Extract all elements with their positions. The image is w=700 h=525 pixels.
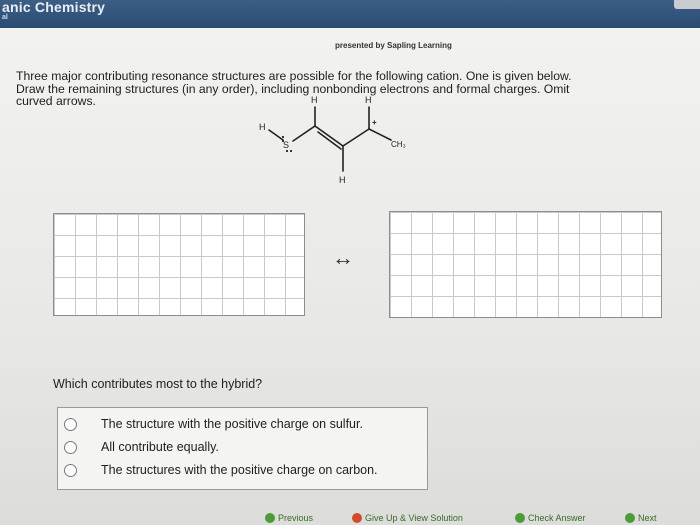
previous-button[interactable]: Previous: [265, 513, 313, 523]
give-up-icon: [352, 513, 362, 523]
radio-button[interactable]: [64, 464, 77, 477]
app-subtitle: al: [2, 14, 8, 21]
instruction-line-1: Three major contributing resonance structures are possible for the following cation. One is given below.: [16, 69, 572, 83]
atom-h-top-right: H: [365, 95, 372, 105]
presented-by: presented by Sapling Learning: [335, 41, 452, 50]
instruction-line-3: curved arrows.: [16, 94, 96, 108]
footer-toolbar: [260, 512, 700, 525]
radio-button[interactable]: [64, 418, 77, 431]
answer-options: [57, 407, 428, 490]
drawing-canvas-1[interactable]: [53, 213, 305, 316]
drawing-canvas-2[interactable]: [389, 211, 662, 318]
option-sulfur[interactable]: [64, 417, 424, 435]
option-label: The structures with the positive charge on carbon.: [101, 463, 378, 477]
option-label: The structure with the positive charge on sulfur.: [101, 417, 363, 431]
check-icon: [515, 513, 525, 523]
previous-icon: [265, 513, 275, 523]
atom-h-left: H: [259, 122, 266, 132]
atom-sulfur: S: [283, 140, 290, 150]
bond-c2-c3: [343, 129, 369, 146]
option-carbon[interactable]: [64, 463, 424, 481]
check-answer-button[interactable]: Check Answer: [515, 513, 586, 523]
bond-s-c1: [293, 126, 315, 141]
next-button[interactable]: Next: [625, 513, 657, 523]
option-label: All contribute equally.: [101, 440, 219, 454]
atom-h-top-left: H: [311, 95, 318, 105]
app-header: [0, 0, 700, 28]
atom-methyl: CH₃: [391, 140, 406, 149]
bond-c1-c2: [315, 126, 343, 146]
bond-c3-ch3: [369, 129, 391, 140]
next-icon: [625, 513, 635, 523]
molecule-structure: [245, 93, 415, 193]
radio-button[interactable]: [64, 441, 77, 454]
resonance-arrow-icon: ↔: [332, 245, 354, 270]
option-equal[interactable]: [64, 440, 424, 458]
give-up-button[interactable]: Give Up & View Solution: [352, 513, 463, 523]
bond-h-s: [269, 130, 283, 140]
atom-h-bottom: H: [339, 175, 346, 185]
app-title: anic Chemistry: [2, 0, 106, 15]
formal-charge-plus: +: [372, 118, 377, 127]
corner-tab[interactable]: [674, 0, 700, 9]
hybrid-question: Which contributes most to the hybrid?: [53, 377, 263, 391]
bond-c1-c2-second: [318, 132, 341, 149]
instruction-line-2: Draw the remaining structures (in any order), including nonbonding electrons and formal charges. Omit: [16, 81, 570, 96]
